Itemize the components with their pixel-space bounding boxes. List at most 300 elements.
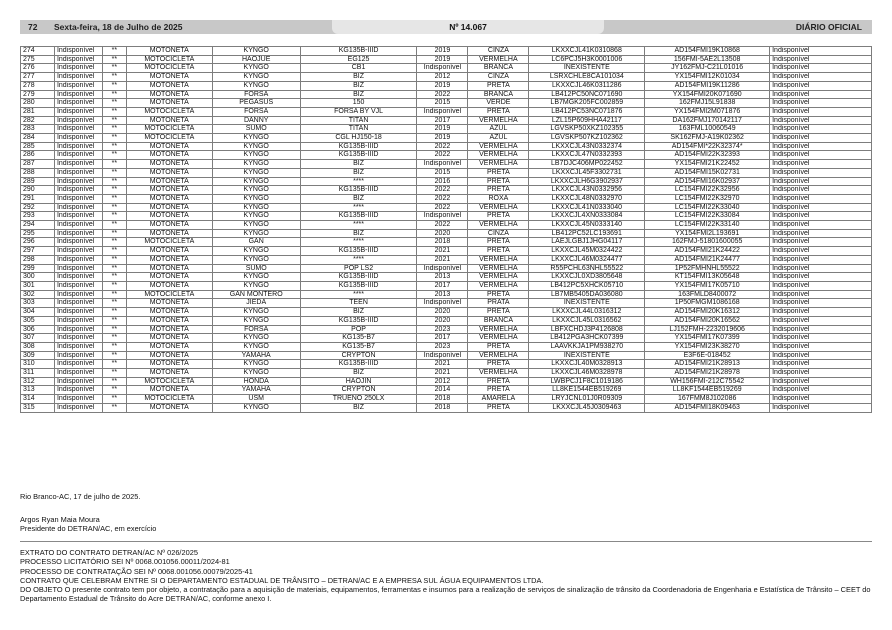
table-cell: LB412PC50NC071690 — [529, 90, 645, 99]
table-cell: KYNGO — [212, 342, 300, 351]
table-cell: Indisponível — [54, 308, 102, 317]
table-row — [21, 81, 872, 90]
table-row — [21, 203, 872, 212]
table-cell: KYNGO — [212, 203, 300, 212]
table-cell: BIZ — [300, 160, 417, 169]
table-cell: TITAN — [300, 116, 417, 125]
table-cell: KG135B-IIID — [300, 47, 417, 56]
table-cell: LC154FMI22K33084 — [645, 212, 770, 221]
table-cell: BIZ — [300, 194, 417, 203]
table-cell: KYNGO — [212, 64, 300, 73]
table-cell: 275 — [21, 55, 55, 64]
table-cell: LKXXCJL4XN0333084 — [529, 212, 645, 221]
table-cell: Indisponível — [770, 177, 872, 186]
table-cell: 284 — [21, 134, 55, 143]
table-cell: BIZ — [300, 90, 417, 99]
extract-parties: CONTRATO QUE CELEBRAM ENTRE SI O DEPARTAMENTO ESTADUAL DE TRÂNSITO – DETRAN/AC E A EMPRESA SUL ÁGUA EQUIPAMENTOS LTDA. — [20, 575, 544, 585]
edition-number: Nº 14.067 — [449, 22, 487, 32]
table-cell: PRETA — [468, 342, 529, 351]
table-cell: KG135B-IIID — [300, 247, 417, 256]
table-row — [21, 47, 872, 56]
table-cell: MOTONETA — [126, 369, 212, 378]
table-cell: KG135-B7 — [300, 342, 417, 351]
table-cell: 2016 — [417, 177, 468, 186]
table-cell: MOTOCICLETA — [126, 134, 212, 143]
table-cell: KG135-B7 — [300, 334, 417, 343]
table-cell: VERMELHA — [468, 151, 529, 160]
table-cell: Indisponível — [770, 160, 872, 169]
table-cell: BIZ — [300, 81, 417, 90]
table-cell: KYNGO — [212, 273, 300, 282]
table-cell: Indisponível — [770, 186, 872, 195]
table-cell: LKXXCJL41K0310868 — [529, 47, 645, 56]
table-cell: BIZ — [300, 168, 417, 177]
table-cell: LKXXCJL0XD3805648 — [529, 273, 645, 282]
table-cell: MOTOCICLETA — [126, 377, 212, 386]
table-cell: 2022 — [417, 90, 468, 99]
table-cell: LB412PC53NC071876 — [529, 107, 645, 116]
table-cell: KYNGO — [212, 73, 300, 82]
table-cell: LGVSKP50XKZ102355 — [529, 125, 645, 134]
table-cell: Indisponível — [54, 81, 102, 90]
table-cell: ** — [102, 325, 126, 334]
table-cell: ** — [102, 316, 126, 325]
table-cell: Indisponível — [770, 107, 872, 116]
table-cell: Indisponível — [770, 134, 872, 143]
table-cell: ** — [102, 369, 126, 378]
table-cell: YX154FMI2L193691 — [645, 229, 770, 238]
table-cell: 307 — [21, 334, 55, 343]
extract-contract-process: PROCESSO DE CONTRATAÇÃO SEI Nº 0068.001056.00079/2025-41 — [20, 566, 253, 576]
table-cell: YAMAHA — [212, 351, 300, 360]
table-cell: Indisponível — [417, 264, 468, 273]
table-cell: LC154FMI22K33040 — [645, 203, 770, 212]
table-cell: AD154FMI21K24422 — [645, 247, 770, 256]
table-cell: PRETA — [468, 238, 529, 247]
table-cell: 2022 — [417, 142, 468, 151]
table-cell: Indisponível — [54, 134, 102, 143]
table-cell: 300 — [21, 273, 55, 282]
table-cell: Indisponível — [770, 360, 872, 369]
table-cell: Indisponível — [54, 194, 102, 203]
table-row — [21, 73, 872, 82]
table-cell: Indisponível — [54, 238, 102, 247]
table-cell: Indisponível — [417, 351, 468, 360]
table-cell: KG135B-IIID — [300, 186, 417, 195]
table-cell: Indisponível — [417, 64, 468, 73]
table-cell: ** — [102, 264, 126, 273]
table-cell: **** — [300, 221, 417, 230]
table-cell: YX154FMI17K07399 — [645, 334, 770, 343]
table-cell: Indisponível — [770, 116, 872, 125]
table-cell: **** — [300, 238, 417, 247]
table-cell: LZL15P609HHA42117 — [529, 116, 645, 125]
table-row — [21, 90, 872, 99]
table-cell: KYNGO — [212, 229, 300, 238]
table-cell: KYNGO — [212, 369, 300, 378]
table-cell: Indisponível — [54, 290, 102, 299]
table-cell: Indisponível — [54, 316, 102, 325]
table-cell: Indisponível — [770, 142, 872, 151]
table-row — [21, 186, 872, 195]
table-cell: Indisponível — [54, 325, 102, 334]
table-cell: Indisponível — [417, 299, 468, 308]
table-cell: LSRXCHLE8CA101034 — [529, 73, 645, 82]
table-cell: 2017 — [417, 116, 468, 125]
table-cell: 299 — [21, 264, 55, 273]
table-cell: LB7MGK205FC002859 — [529, 99, 645, 108]
table-cell: Indisponível — [54, 212, 102, 221]
table-cell: Indisponível — [54, 342, 102, 351]
table-cell: Indisponível — [54, 116, 102, 125]
table-cell: Indisponível — [770, 334, 872, 343]
table-cell: Indisponível — [54, 386, 102, 395]
table-cell: Indisponível — [54, 55, 102, 64]
table-cell: INEXISTENTE — [529, 351, 645, 360]
table-cell: 163FML10060549 — [645, 125, 770, 134]
table-cell: KG135B-IIID — [300, 281, 417, 290]
table-cell: 279 — [21, 90, 55, 99]
table-cell: CB1 — [300, 64, 417, 73]
table-cell: MOTONETA — [126, 160, 212, 169]
table-cell: ** — [102, 403, 126, 412]
table-cell: 295 — [21, 229, 55, 238]
table-row — [21, 212, 872, 221]
table-cell: Indisponível — [770, 247, 872, 256]
table-cell: Indisponível — [770, 342, 872, 351]
table-cell: KG135B-IIID — [300, 273, 417, 282]
table-cell: ** — [102, 186, 126, 195]
table-cell: Indisponível — [54, 73, 102, 82]
vehicle-table — [20, 46, 872, 413]
table-cell: AD154FMI21K28978 — [645, 369, 770, 378]
table-cell: LJ152FMH-2232019606 — [645, 325, 770, 334]
table-cell: Indisponível — [54, 403, 102, 412]
table-cell: ** — [102, 194, 126, 203]
table-cell: LBFXCHDJ3P4126808 — [529, 325, 645, 334]
table-row — [21, 125, 872, 134]
table-cell: KG135B-IIID — [300, 151, 417, 160]
table-cell: YX154FMI21K22452 — [645, 160, 770, 169]
table-cell: VERMELHA — [468, 351, 529, 360]
table-cell: 162FMJ15L91838 — [645, 99, 770, 108]
table-cell: 312 — [21, 377, 55, 386]
table-cell: **** — [300, 255, 417, 264]
table-cell: 315 — [21, 403, 55, 412]
table-cell: DA162FMJ170142117 — [645, 116, 770, 125]
table-cell: LRYJCNL01J0R09309 — [529, 395, 645, 404]
table-cell: PRETA — [468, 81, 529, 90]
table-cell: 282 — [21, 116, 55, 125]
table-cell: LL8KE1544EB519269 — [529, 386, 645, 395]
table-cell: ** — [102, 238, 126, 247]
table-cell: CGL HJ150-18 — [300, 134, 417, 143]
table-row — [21, 264, 872, 273]
table-cell: AD154FMI21K28913 — [645, 360, 770, 369]
table-cell: AZUL — [468, 134, 529, 143]
table-cell: Indisponível — [54, 142, 102, 151]
table-cell: MOTONETA — [126, 212, 212, 221]
table-cell: TITAN — [300, 125, 417, 134]
table-cell: Indisponível — [770, 281, 872, 290]
table-cell: Indisponível — [54, 395, 102, 404]
table-cell: LKXXCJL44L0316312 — [529, 308, 645, 317]
table-cell: **** — [300, 290, 417, 299]
table-cell: Indisponível — [770, 203, 872, 212]
table-cell: 283 — [21, 125, 55, 134]
table-cell: 2017 — [417, 334, 468, 343]
table-cell: Indisponível — [770, 194, 872, 203]
table-cell: YX154FMI17K05710 — [645, 281, 770, 290]
table-cell: VERMELHA — [468, 142, 529, 151]
table-cell: MOTONETA — [126, 342, 212, 351]
table-cell: KG135B-IIID — [300, 212, 417, 221]
table-cell: LC154FMI22K33140 — [645, 221, 770, 230]
table-cell: 296 — [21, 238, 55, 247]
table-cell: MOTONETA — [126, 360, 212, 369]
table-cell: KYNGO — [212, 221, 300, 230]
table-cell: VERMELHA — [468, 281, 529, 290]
table-cell: BIZ — [300, 229, 417, 238]
table-cell: WH156FMI-212C75542 — [645, 377, 770, 386]
table-cell: 2021 — [417, 247, 468, 256]
table-cell: ** — [102, 125, 126, 134]
table-cell: ** — [102, 134, 126, 143]
table-cell: Indisponível — [54, 64, 102, 73]
table-cell: DANNY — [212, 116, 300, 125]
signer-role: Presidente do DETRAN/AC, em exercício — [20, 524, 157, 533]
table-cell: FORSA — [212, 325, 300, 334]
table-cell: MOTONETA — [126, 168, 212, 177]
table-cell: MOTONETA — [126, 403, 212, 412]
table-cell: KG135B-IIID — [300, 316, 417, 325]
table-cell: MOTONETA — [126, 325, 212, 334]
table-cell: Indisponível — [770, 81, 872, 90]
table-row — [21, 316, 872, 325]
table-cell: 2012 — [417, 73, 468, 82]
table-cell: EG125 — [300, 55, 417, 64]
table-cell: KYNGO — [212, 212, 300, 221]
table-cell: Indisponível — [770, 325, 872, 334]
table-cell: PRETA — [468, 308, 529, 317]
table-cell: Indisponível — [54, 299, 102, 308]
table-cell: AD154FMI20K16562 — [645, 316, 770, 325]
table-cell: VERMELHA — [468, 116, 529, 125]
table-cell: ROXA — [468, 194, 529, 203]
table-cell: ** — [102, 47, 126, 56]
table-cell: AMARELA — [468, 395, 529, 404]
table-cell: ** — [102, 247, 126, 256]
table-cell: 305 — [21, 316, 55, 325]
table-cell: MOTONETA — [126, 229, 212, 238]
table-cell: JIEDA — [212, 299, 300, 308]
table-cell: ** — [102, 395, 126, 404]
table-cell: LL8KF1544EB519269 — [645, 386, 770, 395]
table-cell: Indisponível — [54, 264, 102, 273]
table-cell: Indisponível — [770, 386, 872, 395]
table-cell: KYNGO — [212, 160, 300, 169]
table-cell: 302 — [21, 290, 55, 299]
table-cell: USM — [212, 395, 300, 404]
table-row — [21, 177, 872, 186]
table-cell: LKXXCJL43N0332374 — [529, 142, 645, 151]
table-row — [21, 403, 872, 412]
table-cell: VERMELHA — [468, 273, 529, 282]
table-cell: HAOJUE — [212, 55, 300, 64]
table-cell: 2017 — [417, 281, 468, 290]
table-cell: Indisponível — [770, 351, 872, 360]
table-cell: KYNGO — [212, 255, 300, 264]
table-cell: MOTONETA — [126, 90, 212, 99]
table-row — [21, 134, 872, 143]
table-cell: PRETA — [468, 290, 529, 299]
table-cell: LWBPCJ1F8C1019186 — [529, 377, 645, 386]
table-cell: LKXXCJL46M0324477 — [529, 255, 645, 264]
table-cell: Indisponível — [417, 107, 468, 116]
table-cell: YX154FMI23K38270 — [645, 342, 770, 351]
table-cell: Indisponível — [54, 377, 102, 386]
table-cell: Indisponível — [770, 369, 872, 378]
table-cell: LKXXCJL40M0328913 — [529, 360, 645, 369]
table-cell: KYNGO — [212, 308, 300, 317]
table-cell: AD154FMI15K02731 — [645, 168, 770, 177]
table-cell: Indisponível — [54, 186, 102, 195]
table-cell: CRYPTON — [300, 386, 417, 395]
table-cell: PRETA — [468, 403, 529, 412]
table-row — [21, 395, 872, 404]
table-cell: PRETA — [468, 360, 529, 369]
page-number: 72 — [28, 22, 38, 32]
table-row — [21, 351, 872, 360]
table-cell: LKXXCJLH6G3902937 — [529, 177, 645, 186]
table-cell: LB412PGA3HCK07399 — [529, 334, 645, 343]
table-cell: MOTONETA — [126, 299, 212, 308]
table-cell: FORSA — [212, 90, 300, 99]
table-cell: KYNGO — [212, 194, 300, 203]
table-cell: TEEN — [300, 299, 417, 308]
table-cell: 294 — [21, 221, 55, 230]
table-cell: 281 — [21, 107, 55, 116]
table-cell: LKXXCJL43N0332956 — [529, 186, 645, 195]
contract-extract — [20, 548, 872, 604]
table-cell: 2021 — [417, 369, 468, 378]
table-cell: MOTONETA — [126, 177, 212, 186]
table-cell: 310 — [21, 360, 55, 369]
table-cell: ** — [102, 151, 126, 160]
table-cell: 313 — [21, 386, 55, 395]
table-cell: 286 — [21, 151, 55, 160]
table-cell: 2022 — [417, 194, 468, 203]
table-cell: MOTONETA — [126, 81, 212, 90]
table-cell: GAN MONTERO — [212, 290, 300, 299]
table-cell: 289 — [21, 177, 55, 186]
table-cell: TRUENO 250LX — [300, 395, 417, 404]
table-cell: 2022 — [417, 151, 468, 160]
table-cell: 280 — [21, 99, 55, 108]
table-cell: 2022 — [417, 203, 468, 212]
table-cell: MOTONETA — [126, 386, 212, 395]
table-row — [21, 273, 872, 282]
table-cell: FORSA BY VJL — [300, 107, 417, 116]
table-cell: MOTONETA — [126, 351, 212, 360]
table-cell: MOTONETA — [126, 73, 212, 82]
table-cell: MOTONETA — [126, 116, 212, 125]
table-cell: Indisponível — [54, 47, 102, 56]
table-cell: Indisponível — [54, 334, 102, 343]
table-row — [21, 290, 872, 299]
table-cell: KYNGO — [212, 403, 300, 412]
table-cell: PEGASUS — [212, 99, 300, 108]
table-cell: Indisponível — [770, 377, 872, 386]
table-cell: 2020 — [417, 316, 468, 325]
table-cell: LKXXCJL45F3302731 — [529, 168, 645, 177]
table-cell: LKXXCJL45L0316562 — [529, 316, 645, 325]
table-cell: POP — [300, 325, 417, 334]
table-cell: VERMELHA — [468, 325, 529, 334]
table-cell: 2019 — [417, 81, 468, 90]
table-cell: CINZA — [468, 47, 529, 56]
table-cell: VERDE — [468, 99, 529, 108]
table-cell: 306 — [21, 325, 55, 334]
table-cell: AD154FMI*22K32374* — [645, 142, 770, 151]
table-cell: VERMELHA — [468, 221, 529, 230]
table-cell: Indisponível — [770, 308, 872, 317]
table-cell: LKXXCJL45M0324422 — [529, 247, 645, 256]
table-cell: Indisponível — [54, 360, 102, 369]
table-cell: KT154FMI13K05648 — [645, 273, 770, 282]
table-cell: Indisponível — [54, 107, 102, 116]
table-cell: MOTOCICLETA — [126, 55, 212, 64]
table-cell: PRETA — [468, 177, 529, 186]
table-cell: ** — [102, 160, 126, 169]
table-cell: Indisponível — [54, 221, 102, 230]
table-cell: YAMAHA — [212, 386, 300, 395]
table-cell: LAEJLGBJ1JHG04117 — [529, 238, 645, 247]
table-cell: ** — [102, 299, 126, 308]
table-cell: SK162FMJ-A19K02362 — [645, 134, 770, 143]
table-cell: ** — [102, 142, 126, 151]
table-cell: ** — [102, 273, 126, 282]
table-cell: 288 — [21, 168, 55, 177]
table-cell: JY162FMJ-C21L01016 — [645, 64, 770, 73]
page-header — [20, 20, 872, 34]
table-cell: ** — [102, 377, 126, 386]
table-cell: KYNGO — [212, 247, 300, 256]
place-date: Rio Branco-AC, 17 de julho de 2025. — [20, 492, 141, 501]
table-cell: ** — [102, 107, 126, 116]
table-row — [21, 116, 872, 125]
table-cell: HAOJIN — [300, 377, 417, 386]
table-cell: 2019 — [417, 55, 468, 64]
table-cell: 2018 — [417, 403, 468, 412]
table-cell: MOTONETA — [126, 47, 212, 56]
table-row — [21, 107, 872, 116]
table-cell: Indisponível — [54, 203, 102, 212]
table-cell: Indisponível — [770, 395, 872, 404]
table-cell: CRYPTON — [300, 351, 417, 360]
table-row — [21, 99, 872, 108]
table-cell: 301 — [21, 281, 55, 290]
table-cell: LKXXCJL46K0311286 — [529, 81, 645, 90]
table-cell: KYNGO — [212, 334, 300, 343]
table-cell: Indisponível — [54, 168, 102, 177]
table-row — [21, 308, 872, 317]
table-cell: VERMELHA — [468, 369, 529, 378]
table-row — [21, 369, 872, 378]
table-cell: 2013 — [417, 273, 468, 282]
signer-name: Argos Ryan Maia Moura — [20, 515, 100, 524]
table-cell: KYNGO — [212, 360, 300, 369]
